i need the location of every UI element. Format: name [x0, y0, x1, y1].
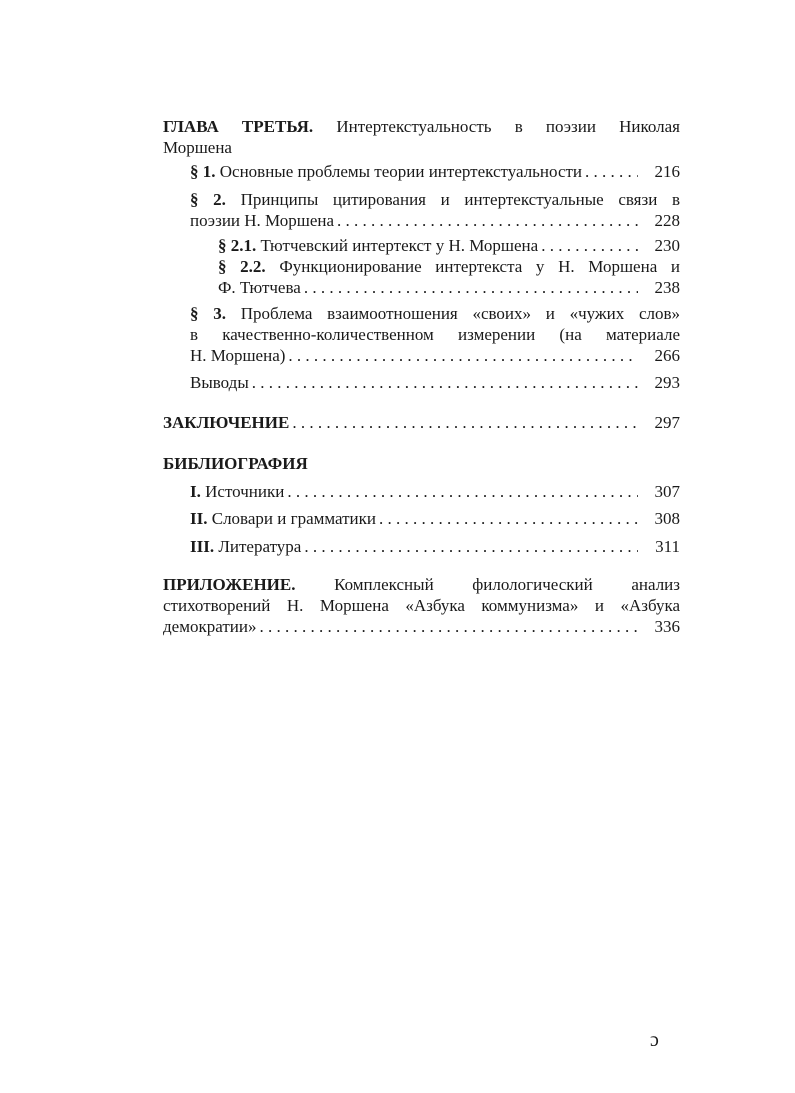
section-2-text-line1: Принципы цитирования и интертекстуальные связи в	[240, 190, 680, 209]
toc-bibliography-heading	[163, 453, 680, 474]
dot-leader	[259, 616, 638, 637]
section-3-text-line1: Проблема взаимоотношения «своих» и «чужих слов»	[240, 304, 681, 323]
toc-bibliography-item[interactable]	[190, 481, 680, 502]
section-2-page: 228	[654, 211, 680, 230]
section-2-text-line2: поэзии Н. Моршена	[190, 211, 335, 230]
bibliography-item-page: 308	[654, 509, 680, 528]
section-2-2-line2	[218, 277, 680, 298]
dot-leader	[287, 481, 638, 502]
bibliography-item-line	[190, 508, 680, 529]
dot-leader	[585, 161, 638, 182]
section-2-1-line	[218, 235, 680, 256]
section-2-2-line1	[218, 256, 680, 277]
bibliography-title: БИБЛИОГРАФИЯ	[163, 454, 308, 473]
section-2-1-text: Тютчевский интертекст у Н. Моршена	[260, 236, 539, 255]
appendix-text-line3: демократии»	[163, 617, 257, 636]
bibliography-item-page: 311	[655, 537, 680, 556]
dot-leader	[304, 277, 638, 298]
section-3-label: § 3.	[190, 304, 226, 323]
toc-appendix[interactable]	[163, 574, 680, 637]
section-1-text: Основные проблемы теории интертекстуальности	[219, 162, 583, 181]
conclusion-line	[163, 412, 680, 433]
dot-leader	[304, 536, 638, 557]
appendix-text-line2: стихотворений Н. Моршена «Азбука коммунизма» и «Азбука	[163, 596, 680, 615]
section-2-1-label: § 2.1.	[218, 236, 257, 255]
toc-section-3[interactable]	[190, 303, 680, 366]
chapter-three-label: ГЛАВА ТРЕТЬЯ.	[163, 117, 314, 136]
section-3-line1	[190, 303, 680, 324]
toc-bibliography-item[interactable]	[190, 536, 680, 557]
section-2-line1	[190, 189, 680, 210]
bibliography-item-page: 307	[654, 482, 680, 501]
toc-section-2[interactable]	[190, 189, 680, 231]
bibliography-item-text: Источники	[205, 482, 285, 501]
toc-section-1[interactable]	[190, 161, 680, 182]
appendix-line3	[163, 616, 680, 637]
section-3-page: 266	[654, 346, 680, 365]
bibliography-item-label: II.	[190, 509, 208, 528]
appendix-text-line1: Комплексный филологический анализ	[334, 575, 680, 594]
toc-conclusion[interactable]	[163, 412, 680, 433]
section-2-2-text-line2: Ф. Тютчева	[218, 278, 301, 297]
dot-leader	[541, 235, 638, 256]
appendix-page: 336	[654, 617, 680, 636]
appendix-line1	[163, 574, 680, 595]
section-2-1-page: 230	[654, 236, 680, 255]
section-2-label: § 2.	[190, 190, 226, 209]
bibliography-item-line	[190, 536, 680, 557]
toc-conclusions[interactable]	[190, 372, 680, 393]
section-2-2-page: 238	[654, 278, 680, 297]
page-corner-mark: ɔ	[650, 1029, 659, 1051]
chapter-three-line1	[163, 116, 680, 137]
section-1-page: 216	[654, 162, 680, 181]
dot-leader	[252, 372, 638, 393]
section-1-label: § 1.	[190, 162, 216, 181]
toc-chapter-three[interactable]	[163, 116, 680, 158]
toc-bibliography-item[interactable]	[190, 508, 680, 529]
conclusions-line	[190, 372, 680, 393]
section-3-text-line2: в качественно-количественном измерении (на материале	[190, 325, 680, 344]
dot-leader	[288, 345, 638, 366]
dot-leader	[337, 210, 638, 231]
conclusions-text: Выводы	[190, 373, 249, 392]
bibliography-item-label: III.	[190, 537, 215, 556]
bibliography-item-text: Литература	[218, 537, 302, 556]
section-2-line2	[190, 210, 680, 231]
section-1-line	[190, 161, 680, 182]
section-3-line3	[190, 345, 680, 366]
bibliography-item-text: Словари и грамматики	[211, 509, 377, 528]
conclusion-text: ЗАКЛЮЧЕНИЕ	[163, 413, 290, 432]
dot-leader	[379, 508, 638, 529]
chapter-three-title-line2: Моршена	[163, 138, 232, 157]
section-2-2-label: § 2.2.	[218, 257, 266, 276]
section-3-text-line3: Н. Моршена)	[190, 346, 286, 365]
bibliography-item-label: I.	[190, 482, 201, 501]
bibliography-item-line	[190, 481, 680, 502]
toc-section-2-2[interactable]	[218, 256, 680, 298]
dot-leader	[292, 412, 638, 433]
conclusions-page: 293	[654, 373, 680, 392]
conclusion-page: 297	[654, 413, 680, 432]
toc-section-2-1[interactable]	[218, 235, 680, 256]
chapter-three-title-line1: Интертекстуальность в поэзии Николая	[336, 117, 680, 136]
appendix-label: ПРИЛОЖЕНИЕ.	[163, 575, 296, 594]
section-2-2-text-line1: Функционирование интертекста у Н. Моршена и	[279, 257, 681, 276]
